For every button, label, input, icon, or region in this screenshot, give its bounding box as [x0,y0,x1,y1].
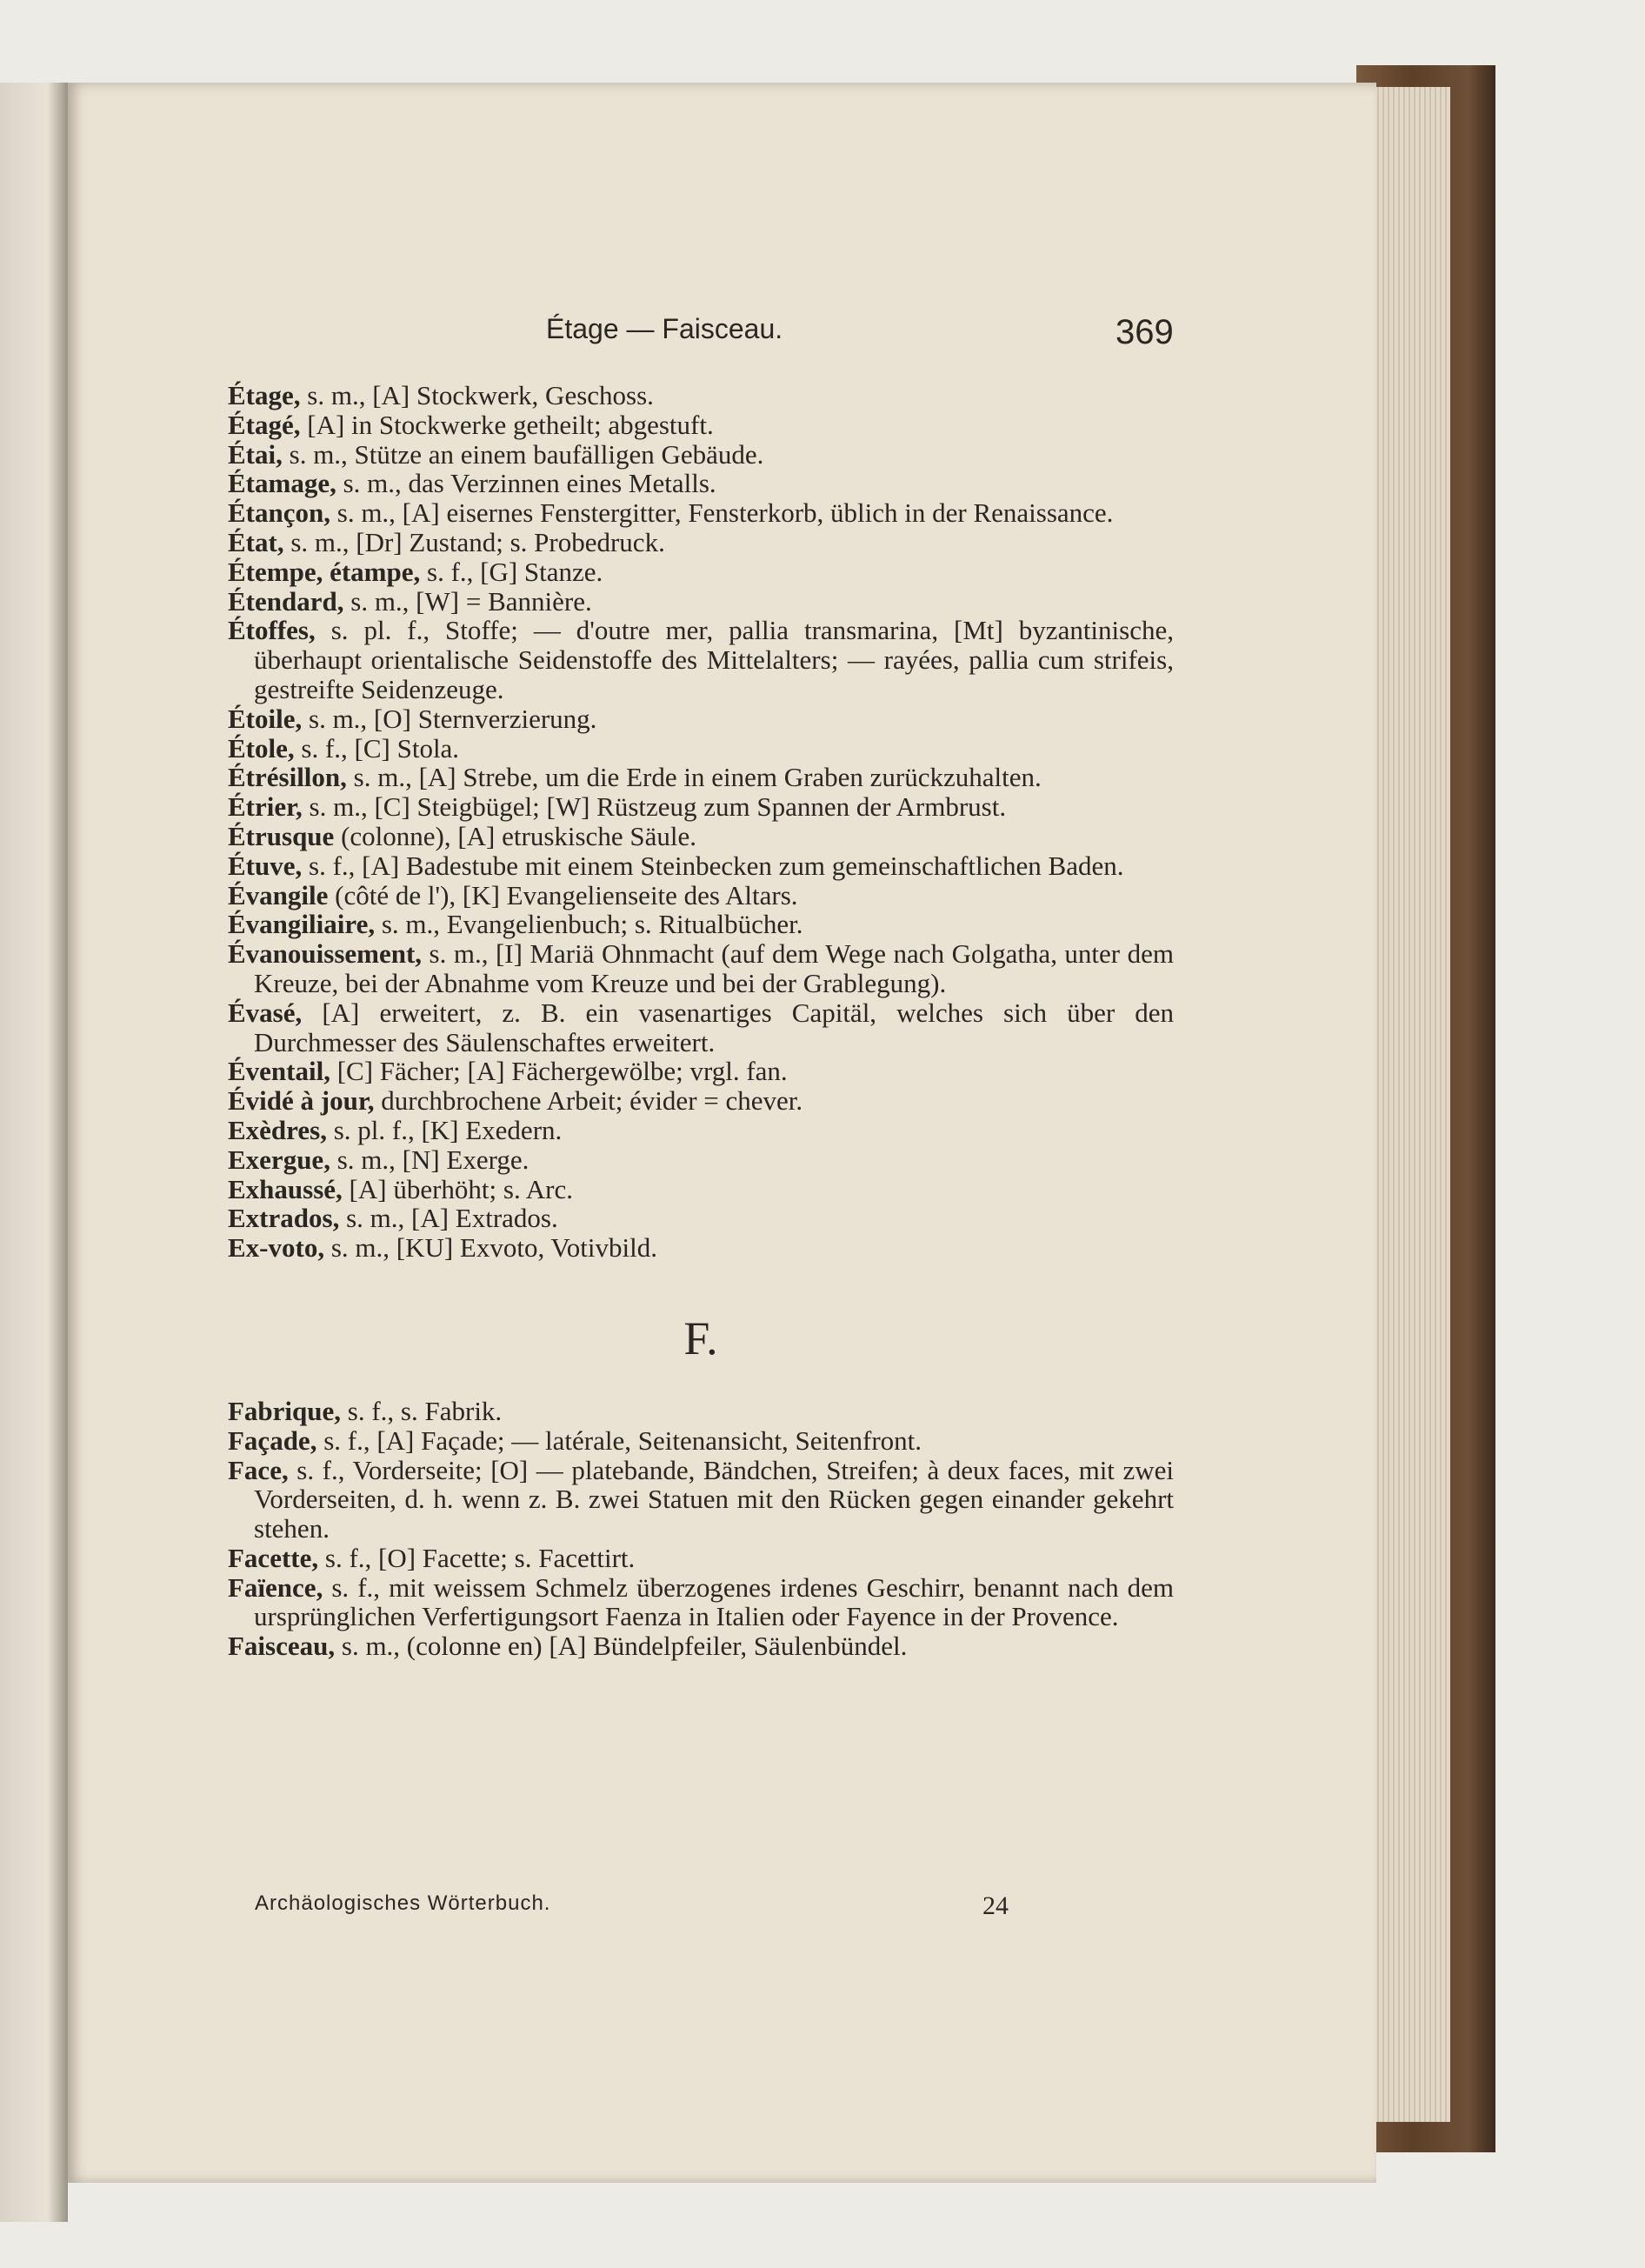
entry-headword: Étoile, [228,703,303,734]
dictionary-entry [228,1544,1174,1573]
dictionary-entry [228,910,1174,939]
entry-definition: s. f., s. Fabrik. [341,1395,503,1426]
dictionary-entry [228,1057,1174,1086]
entry-definition: s. f., Vorderseite; [O] — platebande, Bändchen, Streifen; à deux faces, mit zwei Vorderseiten, d. h. wenn z. B. zwei Statuen mit den Rücken gegen einander gekehrt stehen. [254,1454,1174,1544]
entry-definition: durchbrochene Arbeit; évider = chever. [374,1085,803,1117]
entry-headword: Faisceau, [228,1631,336,1662]
entry-headword: Étoffes, [228,615,316,646]
entry-definition: s. f., [C] Stola. [294,732,460,764]
entry-headword: Extrados, [228,1203,340,1234]
entry-headword: Étançon, [228,497,330,529]
dictionary-entry [228,704,1174,734]
entry-headword: Étagé, [228,409,301,440]
entry-definition: s. m., [Dr] Zustand; s. Probedruck. [283,526,665,557]
entry-definition: s. m., (colonne en) [A] Bündelpfeiler, Säulenbündel. [335,1631,908,1662]
entry-definition: s. f., [A] Badestube mit einem Steinbecken zum gemeinschaftlichen Baden. [302,850,1124,881]
section-letter: F. [683,1311,718,1364]
entry-headword: Étuve, [228,850,303,881]
entry-headword: Étole, [228,732,295,764]
dictionary-entry [228,1116,1174,1145]
dictionary-entry [228,1631,1174,1661]
entry-headword: Étage, [228,380,301,410]
entry-definition: s. m., [W] = Bannière. [343,585,592,617]
entry-headword: Façade, [228,1424,317,1456]
entry-definition: s. f., mit weissem Schmelz überzogenes irdenes Geschirr, benannt nach dem ursprünglichen Verfertigungsort Faenza in Italien oder Fayence in der Provence. [254,1571,1174,1632]
entry-headword: Exergue, [228,1144,330,1175]
dictionary-entry [228,616,1174,704]
entry-definition: s. f., [A] Façade; — latérale, Seitenansicht, Seitenfront. [316,1424,922,1456]
entry-definition: s. m., Stütze an einem baufälligen Gebäude. [282,438,764,470]
dictionary-entry [228,1233,1174,1263]
entry-headword: Évanouissement, [228,938,423,970]
entry-headword: État, [228,526,284,557]
dictionary-entry [228,1204,1174,1233]
entry-definition: s. m., [O] Sternverzierung. [302,703,597,734]
dictionary-entry [228,440,1174,470]
dictionary-entry [228,381,1174,410]
entry-headword: Étrier, [228,791,303,823]
entry-headword: Face, [228,1454,289,1485]
entry-headword: Éventail, [228,1056,330,1087]
entry-definition: s. m., [C] Steigbügel; [W] Rüstzeug zum Spannen der Armbrust. [302,791,1007,823]
entry-definition: s. m., [A] Stockwerk, Geschoss. [300,380,654,410]
dictionary-entry [228,1145,1174,1175]
entry-headword: Évangile [228,879,329,911]
dictionary-entry [228,939,1174,998]
entry-headword: Facette, [228,1542,319,1573]
entry-definition: s. m., [A] Extrados. [339,1203,558,1234]
sheet-number: 24 [982,1891,1009,1920]
entry-definition: s. m., [I] Mariä Ohnmacht (auf dem Wege nach Golgatha, unter dem Kreuze, bei der Abnahme vom Kreuze und bei der Grablegung). [254,938,1174,998]
page-number: 369 [1116,313,1174,351]
entry-definition: s. m., [N] Exerge. [330,1144,529,1175]
entry-definition: [A] erweitert, z. B. ein vasenartiges Capitäl, welches sich über den Durchmesser des Säulenschaftes erweitert. [254,997,1174,1057]
page-edges [1374,87,1450,2122]
entry-headword: Évidé à jour, [228,1085,375,1117]
entry-headword: Étai, [228,438,283,470]
entry-headword: Exhaussé, [228,1173,343,1204]
dictionary-entry [228,498,1174,528]
running-head: Étage — Faisceau. [546,313,783,344]
dictionary-entry [228,734,1174,764]
entry-definition: s. m., [KU] Exvoto, Votivbild. [324,1232,658,1264]
dictionary-entry [228,1086,1174,1116]
entry-definition: [A] in Stockwerke getheilt; abgestuft. [300,409,714,440]
facing-page-edge [0,83,68,2222]
dictionary-entry [228,822,1174,851]
entry-definition: s. pl. f., Stoffe; — d'outre mer, pallia transmarina, [Mt] byzantinische, überhaupt orientalische Seidenstoffe des Mittelalters; — rayées, pallia cum strifeis, gestreifte Seidenzeuge. [254,615,1174,704]
dictionary-entry [228,763,1174,792]
entry-definition: s. f., [G] Stanze. [420,556,603,587]
dictionary-entry [228,587,1174,617]
entry-headword: Évangiliaire, [228,909,376,940]
dictionary-entry [228,557,1174,587]
entry-headword: Exèdres, [228,1114,327,1145]
dictionary-entry [228,1397,1174,1426]
entry-headword: Étempe, étampe, [228,556,421,587]
dictionary-entry [228,1573,1174,1632]
entry-headword: Étrésillon, [228,762,347,793]
entry-headword: Étrusque [228,820,335,851]
dictionary-entry [228,881,1174,911]
dictionary-entry [228,1426,1174,1456]
dictionary-entry [228,469,1174,498]
footer-title: Archäologisches Wörterbuch. [255,1891,551,1915]
dictionary-entry [228,1175,1174,1204]
dictionary-entry [228,851,1174,881]
entry-definition: s. m., [A] eisernes Fenstergitter, Fensterkorb, üblich in der Renaissance. [330,497,1114,529]
entry-headword: Étamage, [228,468,336,499]
dictionary-content [228,381,1174,1661]
dictionary-entry [228,998,1174,1057]
dictionary-entry [228,792,1174,822]
entries-letter-e [228,381,1174,1263]
entry-definition: [A] überhöht; s. Arc. [342,1173,573,1204]
entry-definition: s. f., [O] Facette; s. Facettirt. [318,1542,636,1573]
entry-headword: Faïence, [228,1571,323,1603]
entry-definition: s. m., das Verzinnen eines Metalls. [336,468,716,499]
entry-definition: s. m., Evangelienbuch; s. Ritualbücher. [375,909,803,940]
entries-letter-f [228,1397,1174,1661]
entry-definition: (colonne), [A] etruskische Säule. [334,820,696,851]
entry-headword: Évasé, [228,997,303,1028]
dictionary-entry [228,528,1174,557]
entry-headword: Étendard, [228,585,344,617]
entry-definition: (côté de l'), [K] Evangelienseite des Altars. [328,879,798,911]
entry-headword: Ex-voto, [228,1232,325,1264]
entry-definition: [C] Fächer; [A] Fächergewölbe; vrgl. fan. [330,1056,788,1087]
entry-headword: Fabrique, [228,1395,342,1426]
dictionary-entry [228,1456,1174,1544]
dictionary-entry [228,410,1174,440]
entry-definition: s. m., [A] Strebe, um die Erde in einem Graben zurückzuhalten. [346,762,1042,793]
entry-definition: s. pl. f., [K] Exedern. [326,1114,563,1145]
